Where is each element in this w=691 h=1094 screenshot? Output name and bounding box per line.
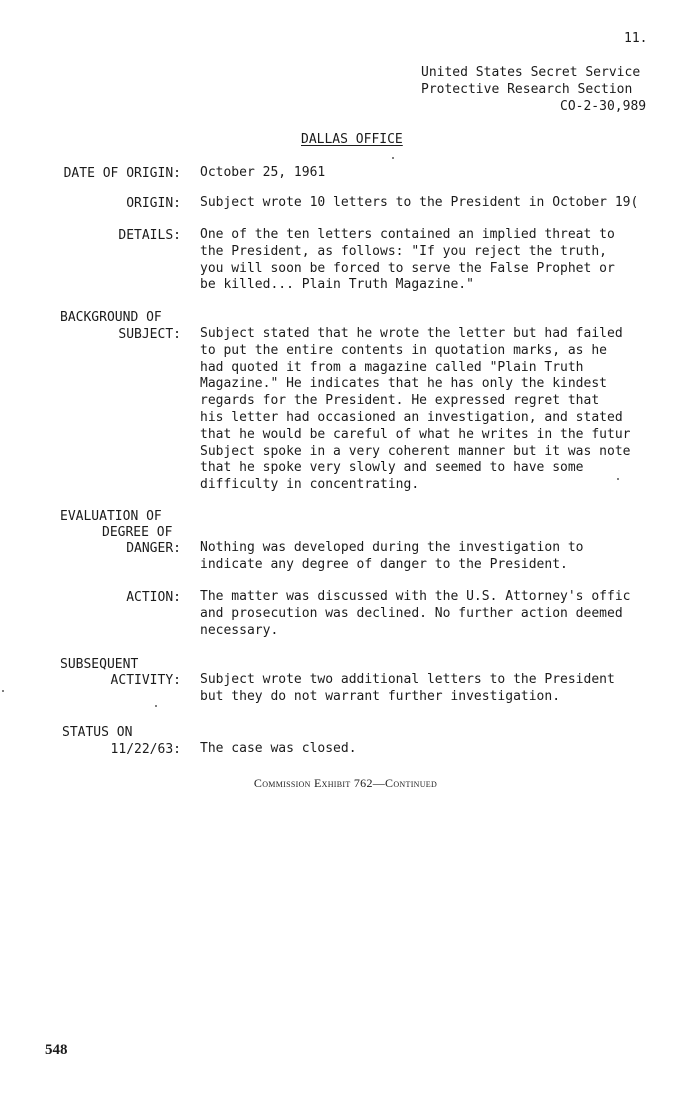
- action-line: necessary.: [200, 622, 279, 638]
- background-line: difficulty in concentrating.: [200, 477, 420, 493]
- background-line: to put the entire contents in quotation marks, as he: [200, 342, 607, 358]
- background-line: Magazine." He indicates that he has only the kindest: [200, 376, 607, 392]
- background-line: his letter had occasioned an investigation, and stated: [200, 409, 623, 425]
- label-degree-of: DEGREE OF: [102, 525, 173, 540]
- details-text: [200, 227, 691, 294]
- background-text: [200, 326, 691, 494]
- speck: [155, 705, 157, 707]
- speck: [2, 690, 4, 692]
- label-activity: ACTIVITY:: [110, 673, 181, 688]
- subsequent-text: [200, 672, 691, 706]
- background-line: had quoted it from a magazine called "Plain Truth: [200, 359, 584, 375]
- label-background-of: BACKGROUND OF: [60, 310, 162, 325]
- label-status-on: STATUS ON: [62, 725, 133, 740]
- exhibit-caption: Commission Exhibit 762—Continued: [253, 776, 438, 790]
- page-number: 11.: [624, 31, 648, 46]
- origin-line: Subject wrote 10 letters to the President in October 19(: [200, 195, 639, 210]
- background-line: regards for the President. He expressed regret that: [200, 393, 600, 409]
- agency-line-1: United States Secret Service: [421, 65, 641, 80]
- evaluation-text: [200, 540, 691, 574]
- evaluation-line: Nothing was developed during the investigation to: [200, 540, 584, 555]
- label-origin: ORIGIN:: [126, 196, 181, 211]
- label-danger: DANGER:: [126, 541, 181, 556]
- status-text: [200, 741, 691, 758]
- details-line: the President, as follows: "If you reject the truth,: [200, 243, 607, 259]
- action-text: [200, 589, 691, 639]
- file-number: CO-2-30,989: [560, 99, 647, 114]
- label-action: ACTION:: [126, 590, 181, 605]
- label-subject: SUBJECT:: [118, 327, 181, 342]
- label-status-date: 11/22/63:: [110, 742, 181, 757]
- background-line: that he spoke very slowly and seemed to have some: [200, 460, 584, 476]
- evaluation-line: indicate any degree of danger to the President.: [200, 556, 568, 572]
- footer-page-number: 548: [45, 1042, 68, 1058]
- date-of-origin-line: October 25, 1961: [200, 165, 326, 180]
- speck: [617, 478, 619, 480]
- status-line: The case was closed.: [200, 741, 357, 756]
- agency-line-2: Protective Research Section: [421, 82, 633, 97]
- background-line: Subject stated that he wrote the letter but had failed: [200, 326, 623, 341]
- details-line: be killed... Plain Truth Magazine.": [200, 277, 474, 293]
- details-line: you will soon be forced to serve the False Prophet or: [200, 260, 615, 276]
- label-evaluation-of: EVALUATION OF: [60, 509, 162, 524]
- date-of-origin-text: [200, 165, 691, 182]
- speck: [392, 157, 394, 159]
- action-line: and prosecution was declined. No further action deemed: [200, 605, 623, 621]
- subsequent-line: Subject wrote two additional letters to the President: [200, 672, 615, 687]
- background-line: Subject spoke in a very coherent manner but it was note: [200, 443, 631, 459]
- subsequent-line: but they do not warrant further investigation.: [200, 688, 561, 704]
- office-heading: DALLAS OFFICE: [301, 132, 403, 147]
- label-date-of-origin: DATE OF ORIGIN:: [63, 166, 181, 181]
- label-subsequent: SUBSEQUENT: [60, 657, 139, 672]
- background-line: that he would be careful of what he writes in the futur: [200, 426, 631, 442]
- action-line: The matter was discussed with the U.S. Attorney's offic: [200, 589, 631, 604]
- label-details: DETAILS:: [118, 228, 181, 243]
- origin-text: [200, 195, 691, 212]
- details-line: One of the ten letters contained an implied threat to: [200, 227, 615, 242]
